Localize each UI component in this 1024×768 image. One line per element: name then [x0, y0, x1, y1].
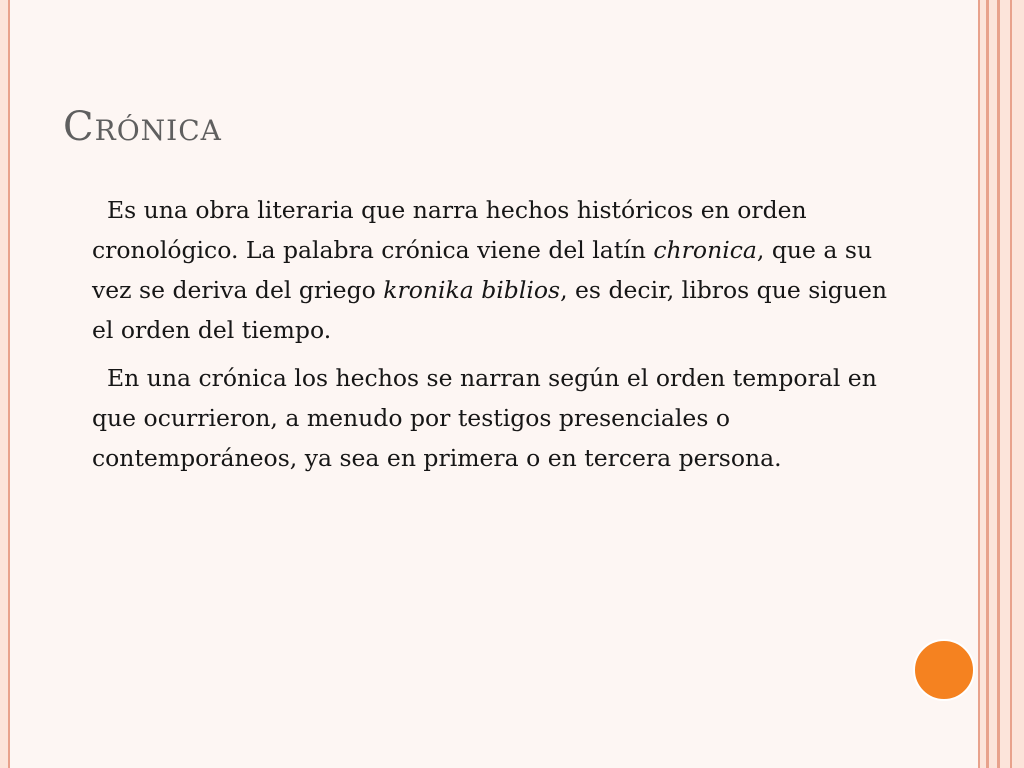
slide-body: [92, 190, 892, 478]
accent-circle: [913, 639, 975, 701]
slide-title: Crónica: [63, 104, 222, 150]
right-border-band: [989, 0, 997, 768]
right-border-band: [1000, 0, 1010, 768]
term-chronica: chronica: [653, 236, 757, 264]
paragraph-narration: [92, 358, 892, 478]
paragraph-text: , que a su vez se deriva del griego: [92, 236, 873, 304]
paragraph-definition: [92, 190, 892, 350]
left-border-line: [8, 0, 10, 768]
left-border-band: [0, 0, 8, 768]
right-border-band: [1012, 0, 1024, 768]
paragraph-text: , es decir, libros que siguen el orden del tiempo.: [92, 276, 888, 344]
paragraph-text: Es una obra literaria que narra hechos históricos en orden cronológico. La palabra crónica viene del latín: [92, 196, 807, 264]
paragraph-text: En una crónica los hechos se narran según el orden temporal en que ocurrieron, a menudo por testigos presenciales o contemporáneos, ya sea en primera o en tercera persona.: [92, 364, 877, 472]
term-kronika-biblios: kronika biblios: [383, 276, 561, 304]
